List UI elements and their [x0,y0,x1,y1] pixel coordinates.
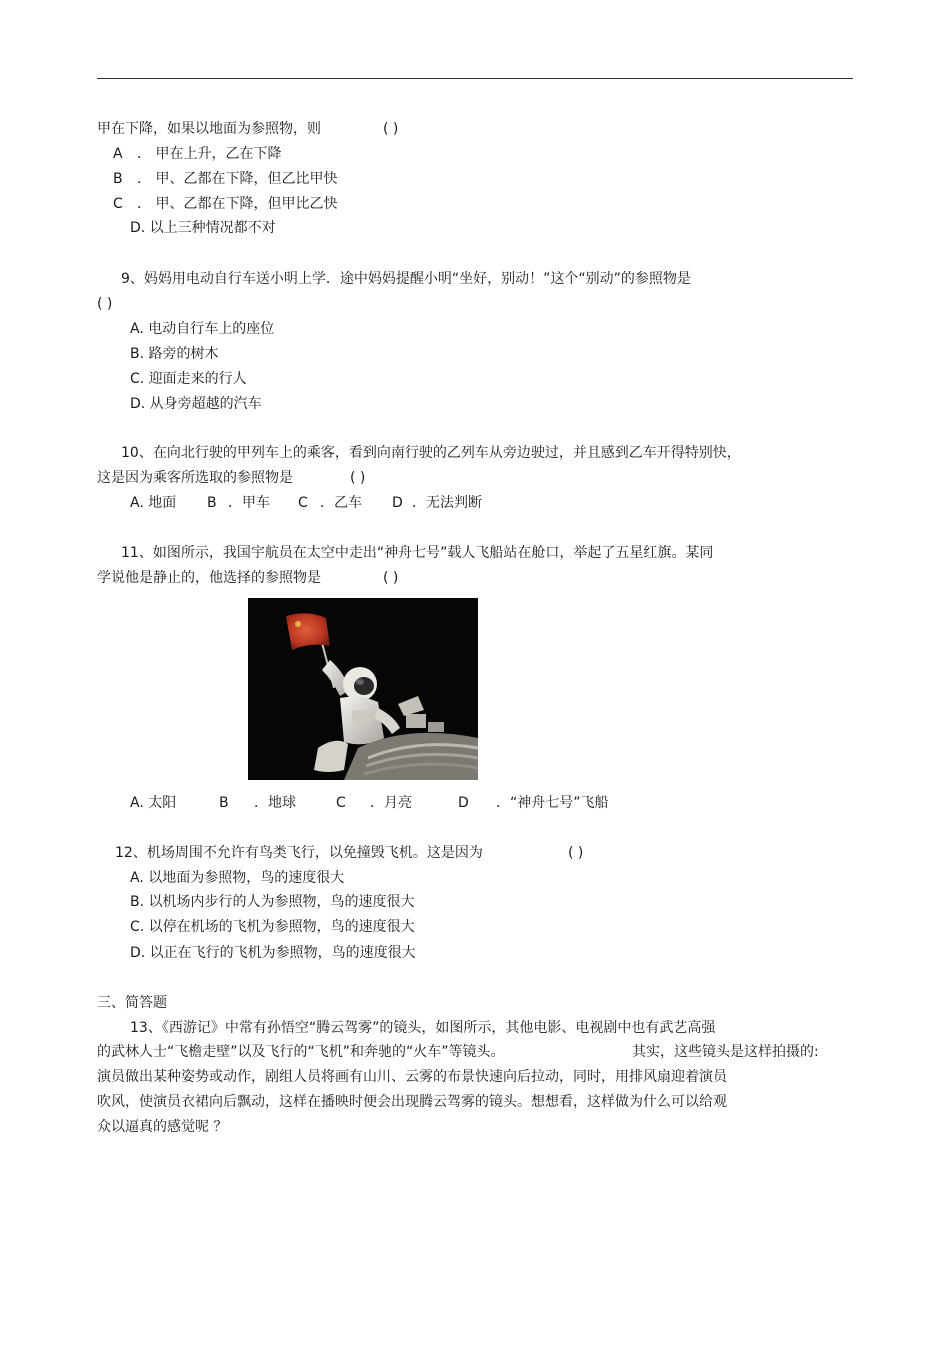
q13-line4: 吹风，使演员衣裙向后飘动，这样在播映时便会出现腾云驾雾的镜头。想想看，这样做为什么可以给观 [97,1094,727,1110]
astronaut-illustration [248,598,478,780]
q9-option-c: C. 迎面走来的行人 [130,371,247,387]
q11-option-b-text: ．地球 [254,795,296,811]
q13-line3: 演员做出某种姿势或动作，剧组人员将画有山川、云雾的布景快速向后拉动，同时，用排风扇迎着演员 [97,1069,727,1085]
q12-stem: 12、机场周围不允许有鸟类飞行，以免撞毁飞机。这是因为 [115,845,483,861]
q11-option-b-letter: B [219,795,229,811]
q8-option-b-letter: B [113,171,123,187]
q12-option-b: B. 以机场内步行的人为参照物，鸟的速度很大 [130,894,415,910]
q12-option-a: A. 以地面为参照物，鸟的速度很大 [130,870,345,886]
q8-option-c-letter: C [113,196,123,212]
q11-answer-paren: ( ) [383,570,399,586]
q13-line2a: 的武林人士“飞檐走壁”以及飞行的“飞机”和奔驰的“火车”等镜头。 [97,1044,505,1060]
q9-option-a: A. 电动自行车上的座位 [130,321,275,337]
q11-stem-line1: 11、如图所示，我国宇航员在太空中走出“神舟七号”载人飞船站在舱口，举起了五星红旗。某同 [121,545,714,561]
q10-option-c-text: ．乙车 [320,495,362,511]
q9-stem: 9、妈妈用电动自行车送小明上学．途中妈妈提醒小明“坐好，别动！”这个“别动”的参照物是 [121,271,691,287]
header-rule [97,78,853,79]
q12-option-c: C. 以停在机场的飞机为参照物，鸟的速度很大 [130,919,415,935]
q12-answer-paren: ( ) [568,845,584,861]
q8-stem-text: 甲在下降，如果以地面为参照物，则 [97,121,321,137]
q11-option-c-text: ．月亮 [370,795,412,811]
section3-heading: 三、简答题 [97,995,167,1011]
q8-option-d: D. 以上三种情况都不对 [130,220,276,236]
q10-option-a: A. 地面 [130,495,177,511]
q11-stem-line2: 学说他是静止的，他选择的参照物是 [97,570,321,586]
q10-option-d-text: ．无法判断 [412,495,482,511]
q10-stem-line2: 这是因为乘客所选取的参照物是 [97,470,293,486]
q8-option-a-text: ． 甲在上升，乙在下降 [137,146,282,162]
q8-stem [97,120,321,138]
q11-option-a: A. 太阳 [130,795,177,811]
q10-option-b-letter: B [207,495,217,511]
q10-option-d-letter: D [392,495,403,511]
q13-line1: 13、《西游记》中常有孙悟空“腾云驾雾”的镜头，如图所示，其他电影、电视剧中也有武艺高强 [130,1020,716,1036]
q13-line2b: 其实，这些镜头是这样拍摄的: [632,1044,819,1060]
q8-option-c-text: ． 甲、乙都在下降，但甲比乙快 [137,196,338,212]
q8-option-b-text: ． 甲、乙都在下降，但乙比甲快 [137,171,338,187]
q9-option-d: D. 从身旁超越的汽车 [130,396,262,412]
q9-option-b: B. 路旁的树木 [130,346,219,362]
q11-option-d-letter: D [458,795,469,811]
q10-answer-paren: ( ) [350,470,366,486]
q11-option-d-text: ．“神舟七号”飞船 [496,795,609,811]
astronaut-photo [248,598,478,780]
q10-option-c-letter: C [298,495,308,511]
q8-answer-paren: ( ) [383,121,399,137]
q8-option-a-letter: A [113,146,123,162]
q10-option-b-text: ．甲车 [228,495,270,511]
q10-stem-line1: 10、在向北行驶的甲列车上的乘客，看到向南行驶的乙列车从旁边驶过，并且感到乙车开得特别快， [121,445,741,461]
q12-option-d: D. 以正在飞行的飞机为参照物，鸟的速度很大 [130,945,416,961]
q9-answer-paren: ( ) [97,296,113,312]
q11-option-c-letter: C [336,795,346,811]
q13-line5: 众以逼真的感觉呢 ？ [97,1119,228,1135]
